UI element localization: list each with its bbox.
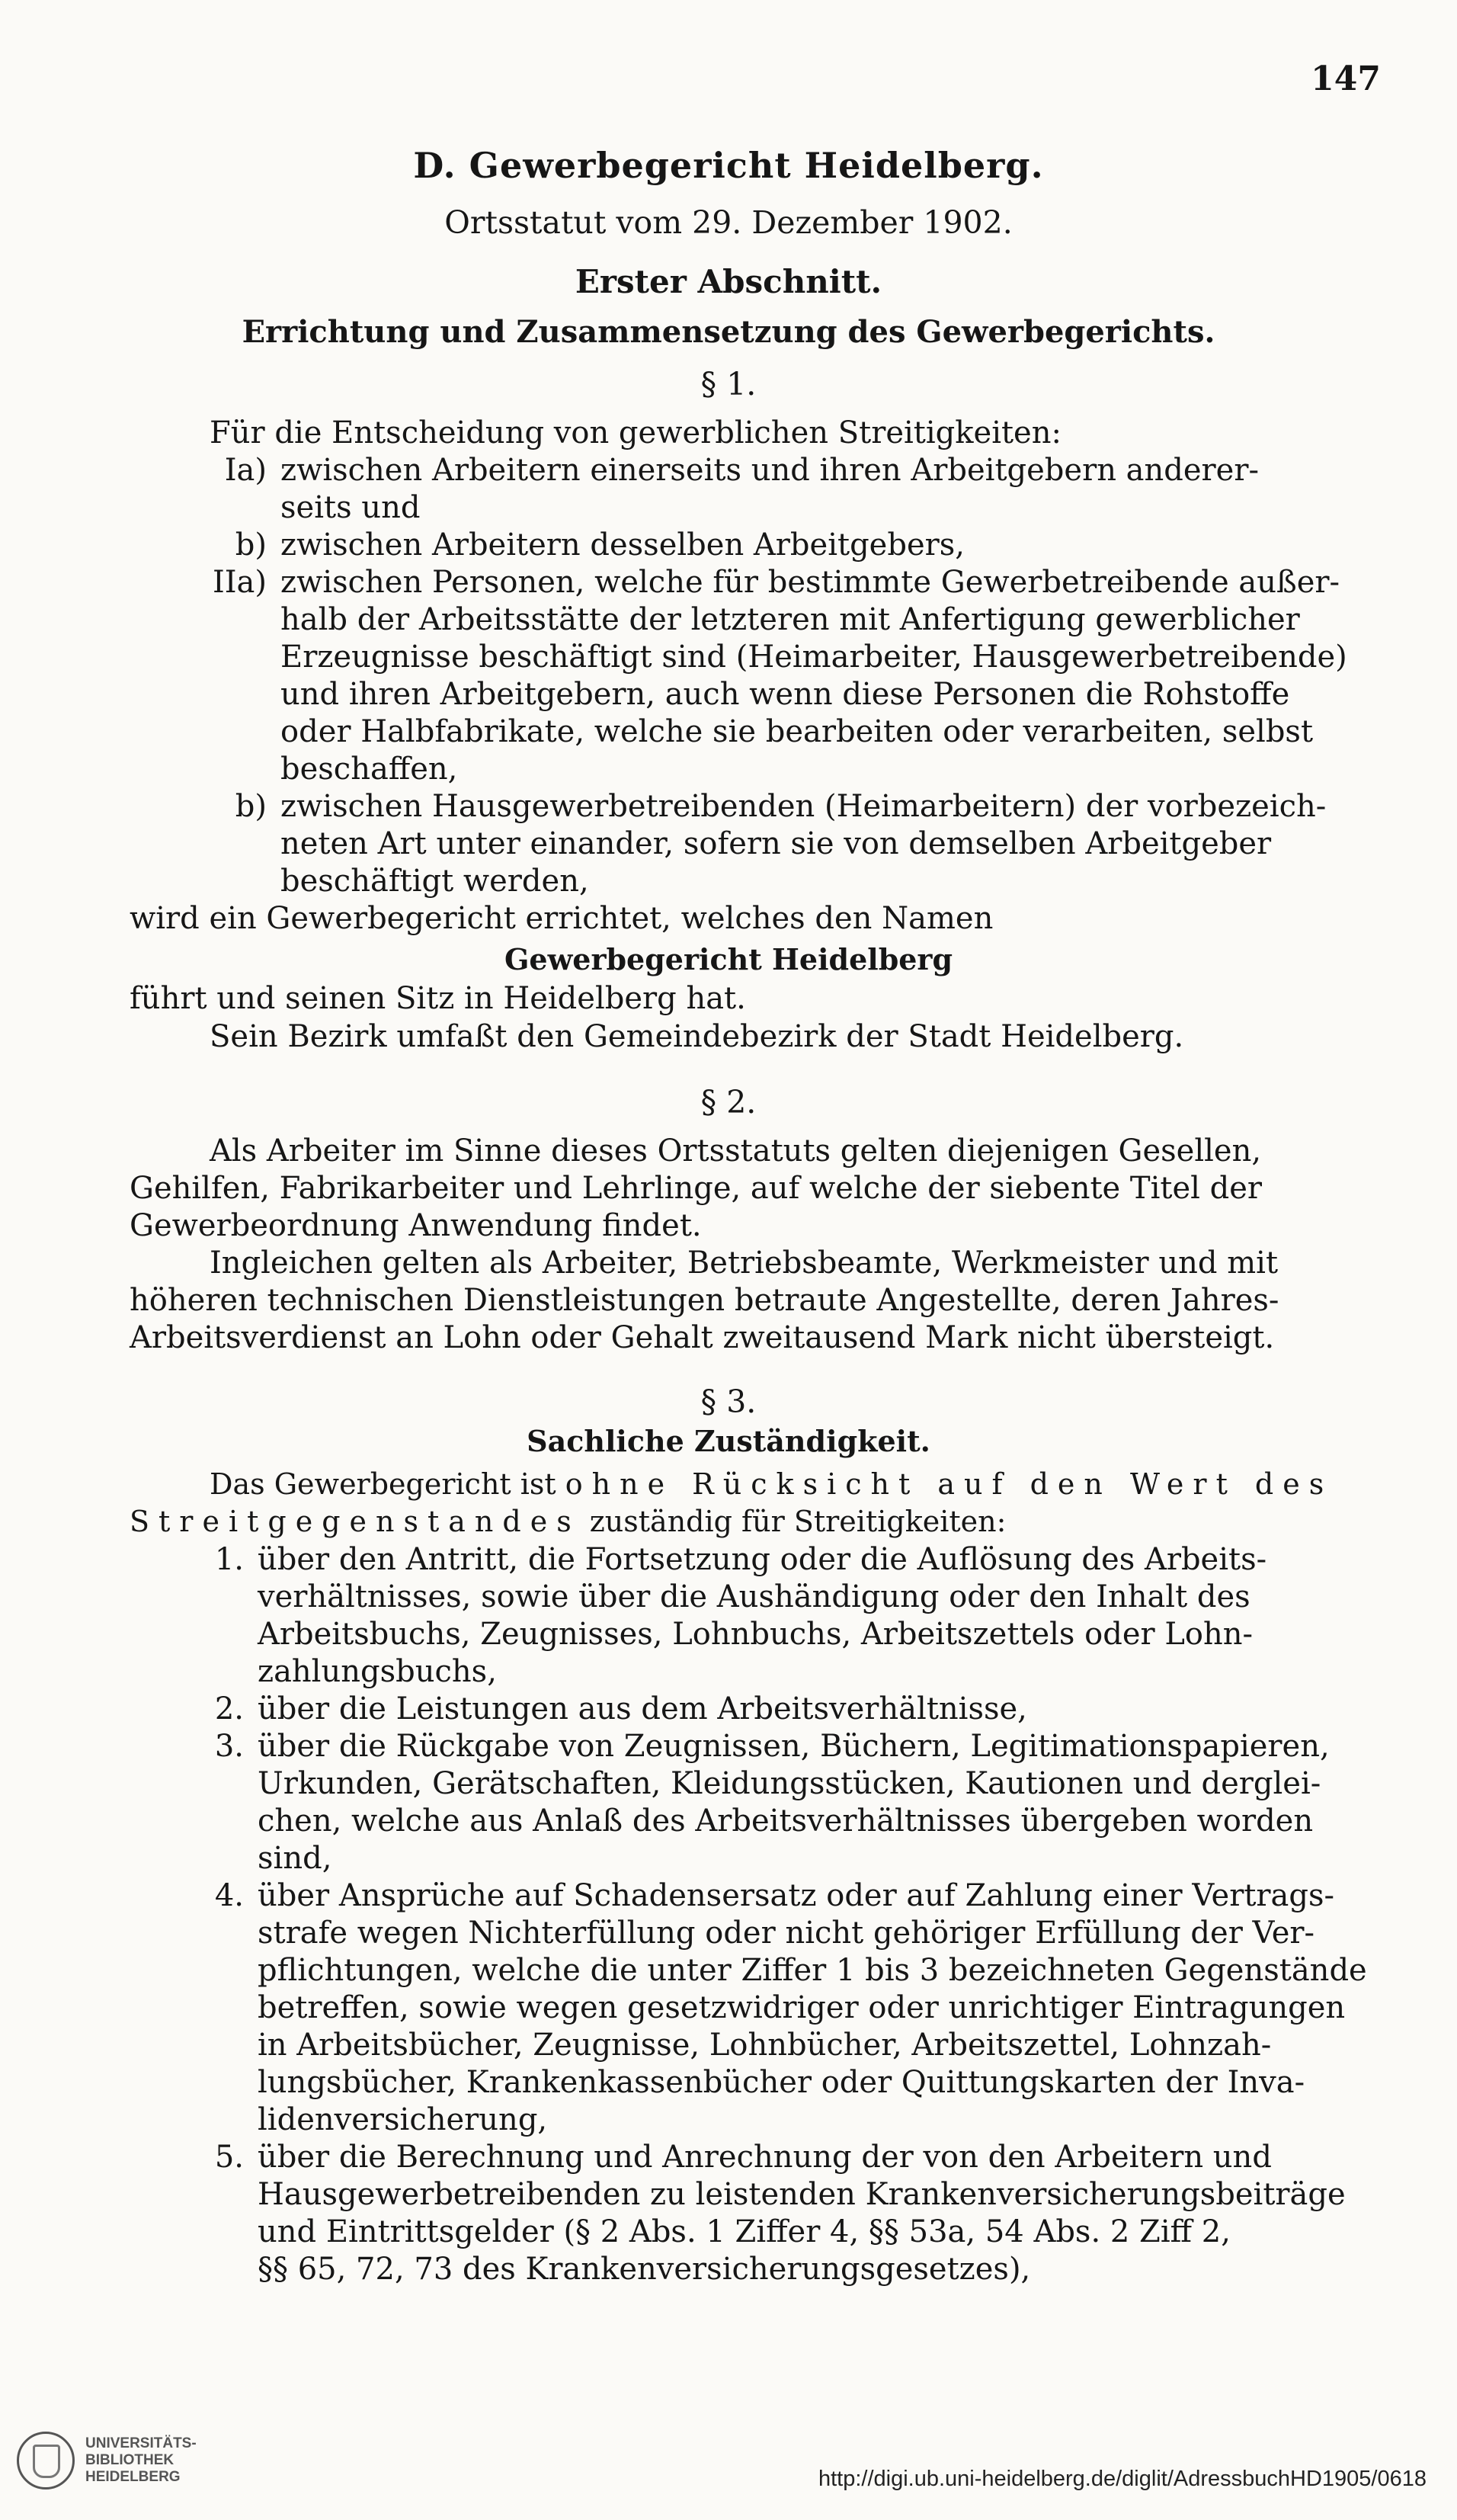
p1-item-line: seits und (280, 490, 421, 525)
p2-line: Arbeitsverdienst an Lohn oder Gehalt zweitausend Mark nicht übersteigt. (130, 1320, 1275, 1355)
p2-line: höheren technischen Dienstleistungen betraute Angestellte, deren Jahres- (130, 1283, 1279, 1318)
paragraph-2-sign: § 2. (700, 1084, 757, 1121)
p3-item-line: zahlungsbuchs, (258, 1654, 497, 1689)
p2-line: Ingleichen gelten als Arbeiter, Betriebsbeamte, Werkmeister und mit (210, 1246, 1279, 1281)
p1-item-label: b) (235, 789, 267, 824)
p1-after: wird ein Gewerbegericht errichtet, welches den Namen (130, 901, 994, 936)
p3-item-line: strafe wegen Nichterfüllung oder nicht gehöriger Erfüllung der Ver- (258, 1916, 1315, 1951)
p1-item-line: zwischen Personen, welche für bestimmte Gewerbetreibende außer- (280, 565, 1340, 600)
p1-item-line: und ihren Arbeitgebern, auch wenn diese Personen die Rohstoffe (280, 677, 1290, 712)
heading: D. Gewerbegericht Heidelberg. (413, 145, 1044, 186)
p1-court-name: Gewerbegericht Heidelberg (504, 942, 953, 976)
p3-item-line: sind, (258, 1841, 332, 1876)
p3-item-line: Arbeitsbuchs, Zeugnisses, Lohnbuchs, Arbeitszettels oder Lohn- (258, 1617, 1254, 1652)
source-url-link[interactable]: http://digi.ub.uni-heidelberg.de/diglit/AdressbuchHD1905/0618 (818, 2467, 1427, 2491)
library-logo[interactable] (17, 2432, 197, 2490)
p1-item-label: Ia) (224, 453, 267, 488)
p1-item-label: IIa) (212, 565, 267, 600)
p1-item-line: zwischen Arbeitern einerseits und ihren Arbeitgebern anderer- (280, 453, 1259, 488)
p3-title: Sachliche Zuständigkeit. (527, 1424, 930, 1458)
p3-item-line: §§ 65, 72, 73 des Krankenversicherungsgesetzes), (258, 2252, 1031, 2287)
p3-intro-text: zuständig für Streitigkeiten: (580, 1505, 1007, 1538)
p3-item-line: chen, welche aus Anlaß des Arbeitsverhältnisses übergeben worden (258, 1803, 1314, 1839)
section-subtitle: Errichtung und Zusammensetzung des Gewerbegerichts. (242, 314, 1215, 350)
p3-intro-spaced: ohne Rücksicht auf den Wert des (565, 1467, 1334, 1501)
p3-intro-spaced: Streitgegenstandes (130, 1505, 581, 1538)
p3-item-label: 5. (214, 2140, 244, 2175)
p3-item-line: Hausgewerbetreibenden zu leistenden Krankenversicherungsbeiträge (258, 2177, 1346, 2212)
p1-item-label: b) (235, 527, 267, 563)
subheading: Ortsstatut vom 29. Dezember 1902. (444, 204, 1013, 241)
p3-item-line: über die Berechnung und Anrechnung der von den Arbeitern und (258, 2140, 1272, 2175)
p3-item-label: 2. (214, 1691, 244, 1726)
p1-item-line: beschaffen, (280, 752, 458, 787)
p3-item-label: 3. (214, 1729, 244, 1764)
logo-line: UNIVERSITÄTS- (85, 2435, 197, 2452)
library-logo-text (85, 2435, 197, 2486)
p2-line: Gewerbeordnung Anwendung findet. (130, 1208, 702, 1243)
p1-item-line: Erzeugnisse beschäftigt sind (Heimarbeiter, Hausgewerbetreibende) (280, 640, 1347, 675)
p1-item-line: halb der Arbeitsstätte der letzteren mit Anfertigung gewerblicher (280, 602, 1300, 637)
p3-item-line: betreffen, sowie wegen gesetzwidriger oder unrichtiger Eintragungen (258, 1990, 1346, 2025)
p3-item-line: verhältnisses, sowie über die Aushändigung oder den Inhalt des (258, 1579, 1250, 1614)
paragraph-3-sign: § 3. (700, 1383, 757, 1420)
paragraph-1-sign: § 1. (700, 366, 757, 402)
p2-line: Gehilfen, Fabrikarbeiter und Lehrlinge, auf welche der siebente Titel der (130, 1171, 1263, 1206)
logo-line: HEIDELBERG (85, 2468, 181, 2485)
p3-item-line: über den Antritt, die Fortsetzung oder die Auflösung des Arbeits- (258, 1542, 1267, 1577)
p3-item-line: und Eintrittsgelder (§ 2 Abs. 1 Ziffer 4, §§ 53a, 54 Abs. 2 Ziff 2, (258, 2214, 1231, 2249)
p3-item-line: lungsbücher, Krankenkassenbücher oder Quittungskarten der Inva- (258, 2065, 1305, 2100)
p1-item-line: zwischen Hausgewerbetreibenden (Heimarbeitern) der vorbezeich- (280, 789, 1327, 824)
logo-line: BIBLIOTHEK (85, 2452, 175, 2469)
p3-item-line: lidenversicherung, (258, 2102, 548, 2137)
p3-item-line: über die Leistungen aus dem Arbeitsverhältnisse, (258, 1691, 1027, 1726)
p3-item-line: Urkunden, Gerätschaften, Kleidungsstücken, Kautionen und derglei- (258, 1766, 1321, 1801)
p1-item-line: neten Art unter einander, sofern sie von demselben Arbeitgeber (280, 826, 1272, 861)
p3-intro-line-1 (210, 1467, 1334, 1501)
section-title: Erster Abschnitt. (575, 263, 882, 300)
page-number: 147 (1311, 59, 1381, 98)
p1-item-line: beschäftigt werden, (280, 864, 589, 899)
p2-line: Als Arbeiter im Sinne dieses Ortsstatuts gelten diejenigen Gesellen, (210, 1133, 1262, 1169)
p3-item-label: 1. (214, 1542, 244, 1577)
p3-item-line: über die Rückgabe von Zeugnissen, Büchern, Legitimationspapieren, (258, 1729, 1330, 1764)
p1-intro: Für die Entscheidung von gewerblichen Streitigkeiten: (210, 415, 1062, 450)
p1-item-line: zwischen Arbeitern desselben Arbeitgebers, (280, 527, 965, 563)
p3-intro-text: Das Gewerbegericht ist (210, 1467, 565, 1501)
p3-item-line: in Arbeitsbücher, Zeugnisse, Lohnbücher, Arbeitszettel, Lohnzah- (258, 2028, 1272, 2063)
p1-district: Sein Bezirk umfaßt den Gemeindebezirk der Stadt Heidelberg. (210, 1019, 1184, 1054)
p3-intro-line-2 (130, 1507, 1006, 1536)
p1-item-line: oder Halbfabrikate, welche sie bearbeiten oder verarbeiten, selbst (280, 714, 1314, 749)
p3-item-line: über Ansprüche auf Schadensersatz oder auf Zahlung einer Vertrags- (258, 1878, 1335, 1913)
p3-item-label: 4. (214, 1878, 244, 1913)
university-seal-icon (17, 2432, 75, 2490)
p1-seat: führt und seinen Sitz in Heidelberg hat. (130, 981, 746, 1016)
p3-item-line: pflichtungen, welche die unter Ziffer 1 bis 3 bezeichneten Gegenstände (258, 1953, 1367, 1988)
